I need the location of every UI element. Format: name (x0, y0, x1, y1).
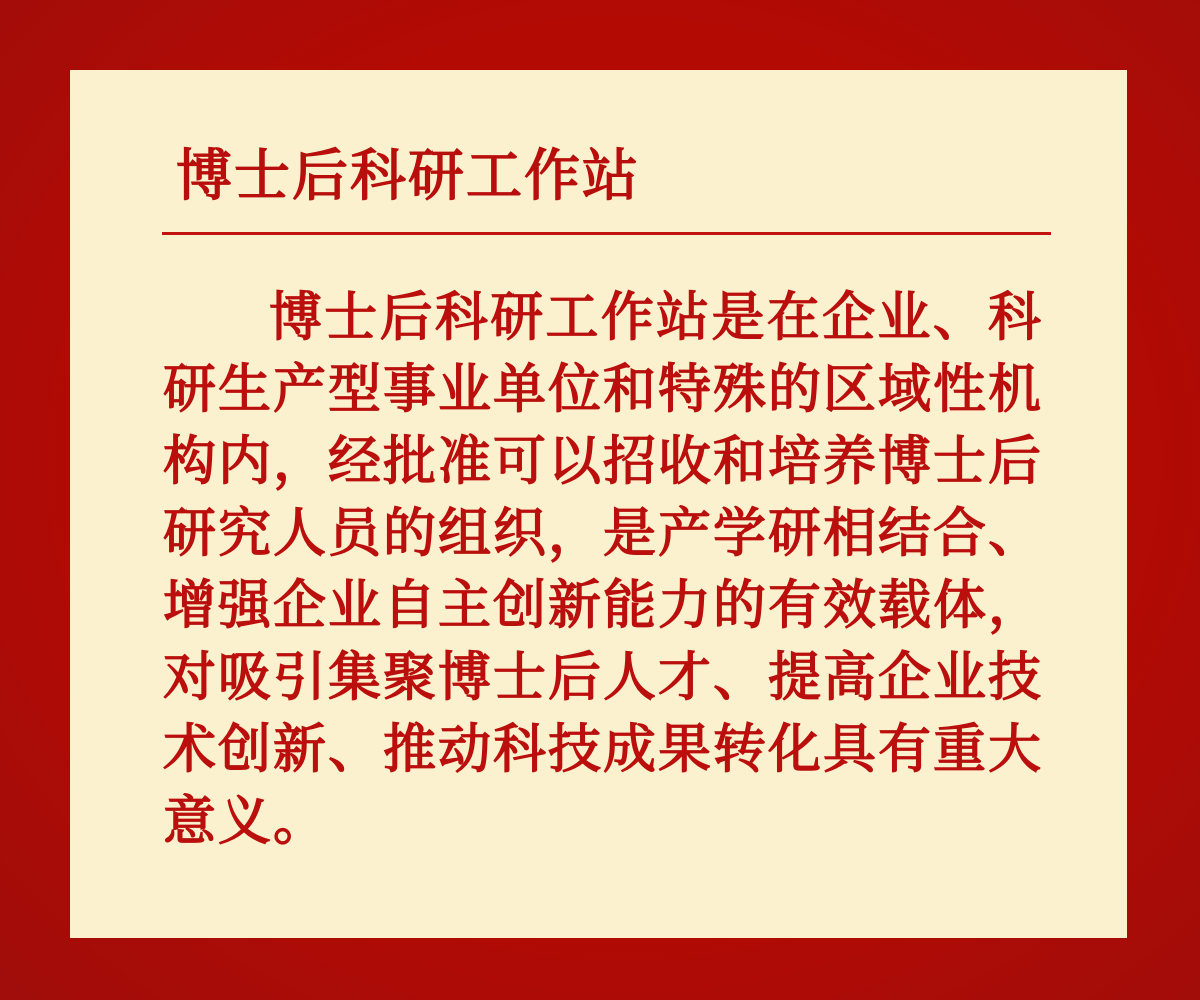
body-line: 研生产型事业单位和特殊的区域性机 (163, 360, 1041, 419)
body-line: 增强企业自主创新能力的有效载体， (163, 576, 1041, 635)
title-underline (162, 232, 1051, 235)
body-paragraph (163, 282, 1041, 858)
body-line: 对吸引集聚博士后人才、提高企业技 (163, 648, 1041, 707)
page-title: 博士后科研工作站 (176, 144, 640, 207)
body-line: 研究人员的组织，是产学研相结合、 (163, 504, 1041, 563)
body-line: 术创新、推动科技成果转化具有重大 (163, 720, 1041, 779)
body-line: 意义。 (163, 792, 328, 851)
content-panel (70, 70, 1127, 938)
body-line: 博士后科研工作站是在企业、科 (269, 288, 1041, 347)
body-line: 构内，经批准可以招收和培养博士后 (163, 432, 1041, 491)
